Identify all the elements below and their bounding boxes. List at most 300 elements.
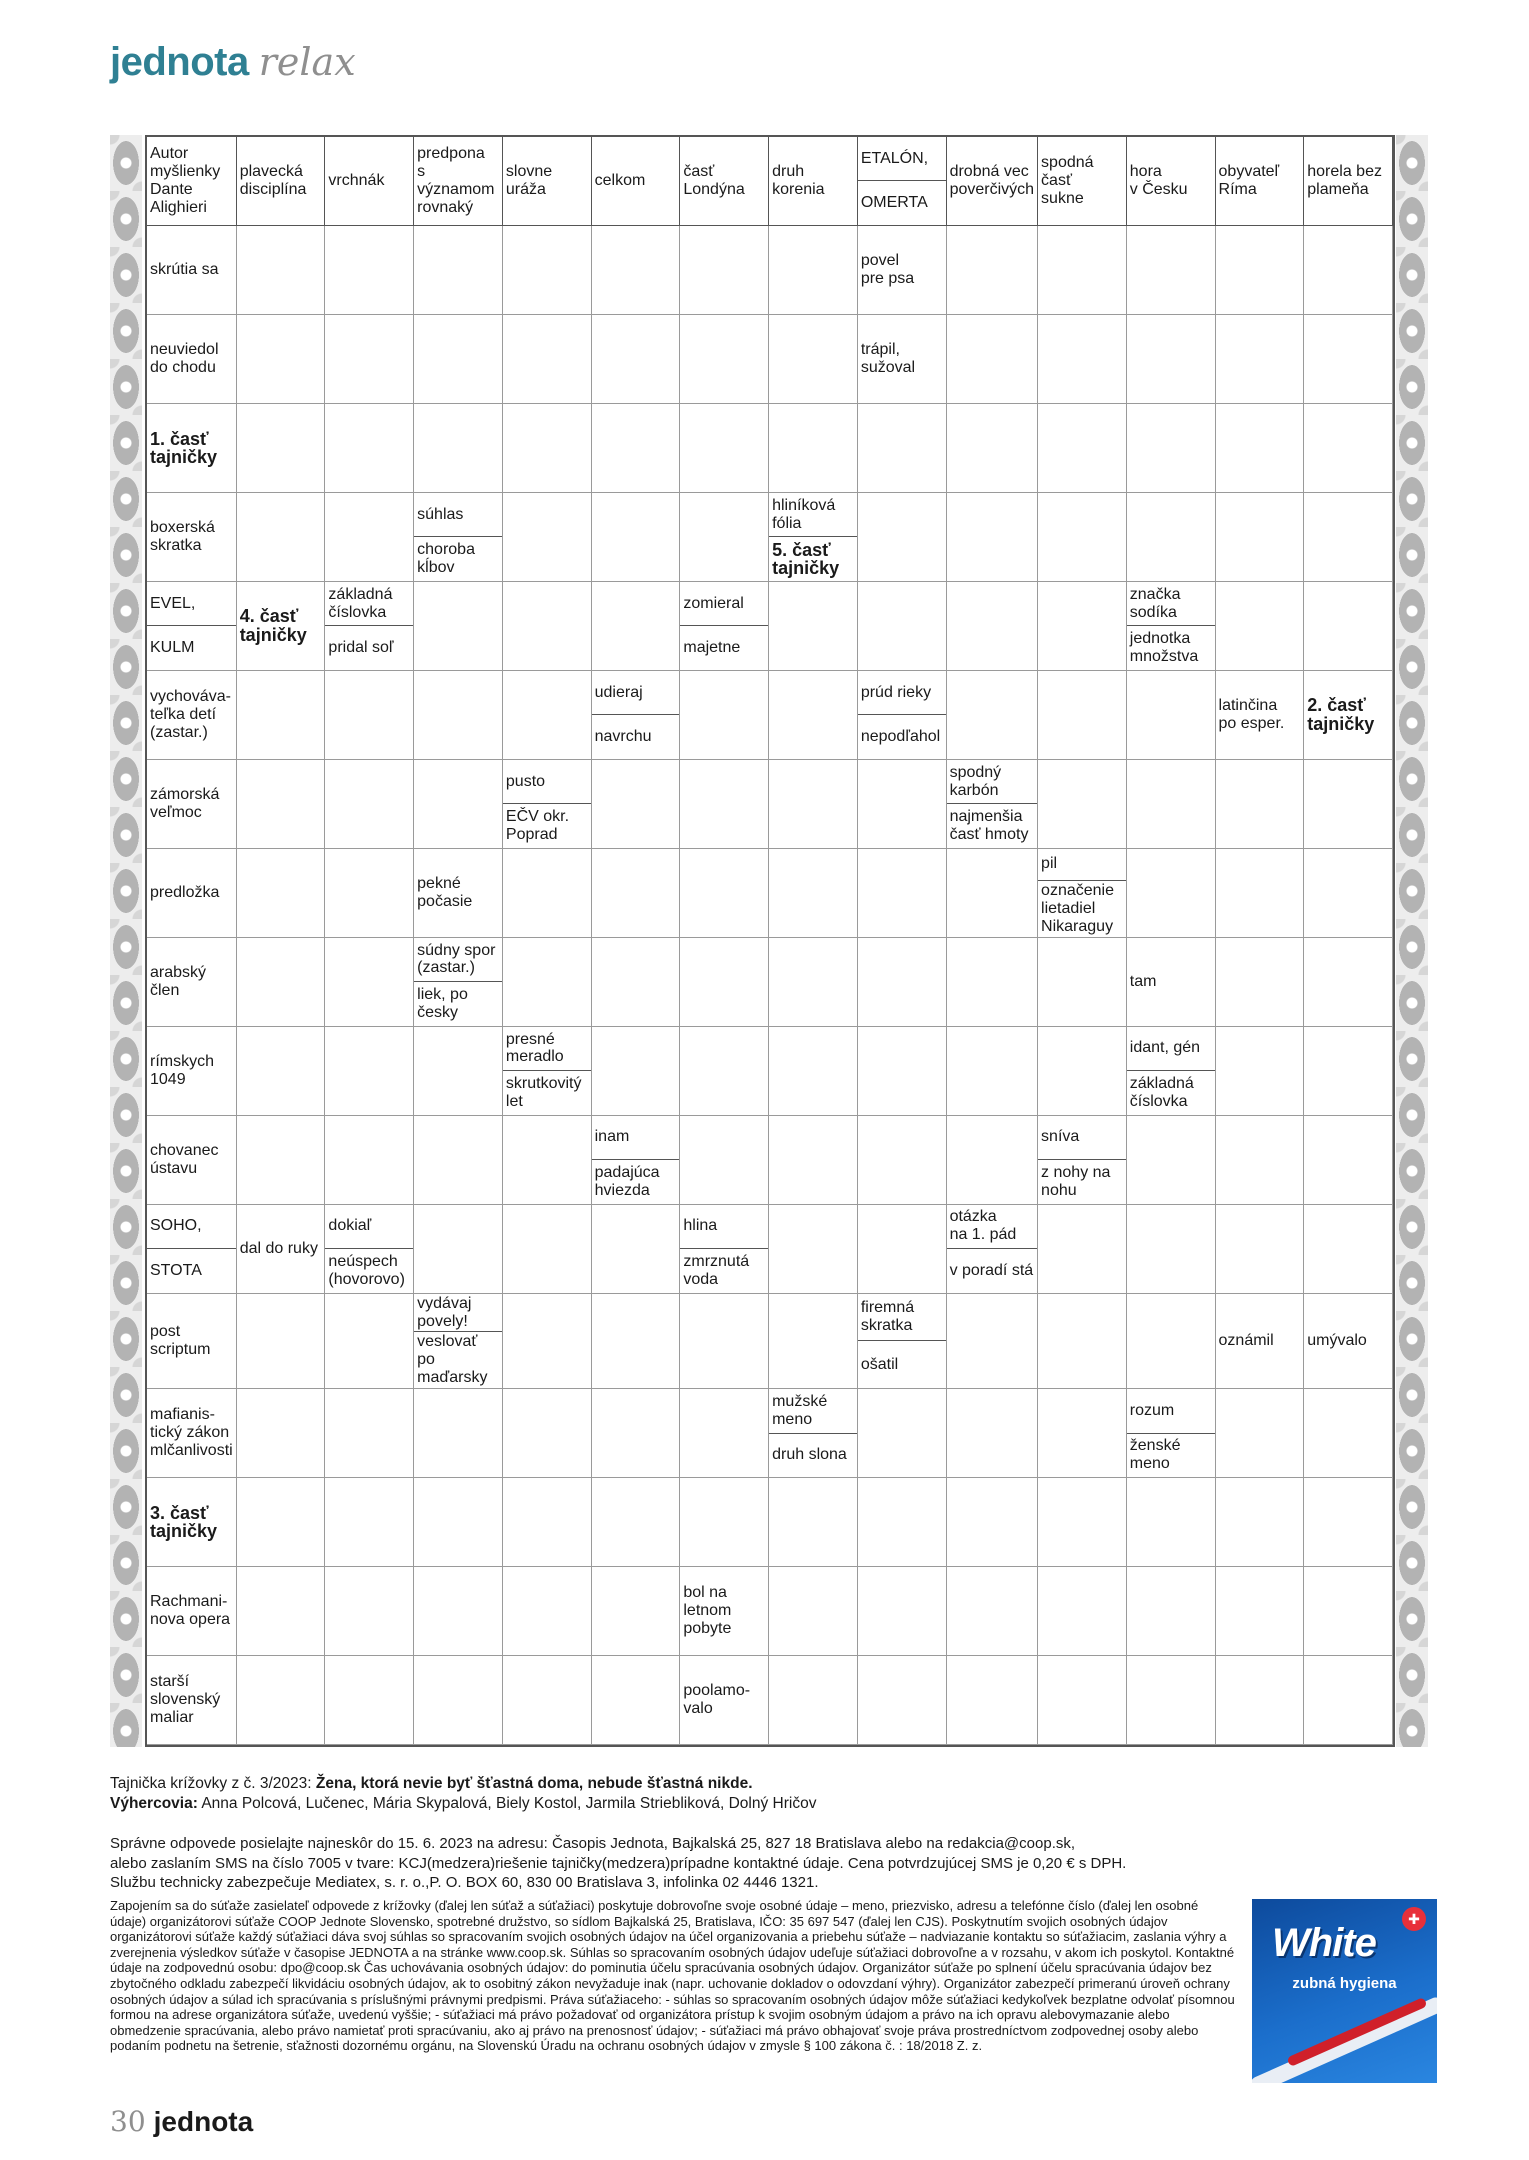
answer-cell[interactable] (592, 1478, 681, 1567)
clue-text: vrchnák (328, 172, 385, 190)
answer-cell[interactable] (325, 1294, 414, 1390)
clue-cell (237, 582, 326, 671)
answer-cell[interactable] (1216, 1567, 1305, 1656)
answer-cell[interactable] (1038, 315, 1127, 404)
answer-cell[interactable] (1304, 1656, 1393, 1745)
answer-cell[interactable] (1038, 671, 1127, 760)
answer-cell[interactable] (680, 849, 769, 938)
clue-cell (1127, 582, 1216, 671)
answer-cell[interactable] (592, 1656, 681, 1745)
clue-text: udieraj (594, 683, 643, 701)
clue-cell (414, 849, 503, 938)
clue-text: neuviedol do chodu (150, 341, 219, 376)
answer-cell[interactable] (237, 1027, 326, 1116)
answer-cell[interactable] (414, 226, 503, 315)
clue-cell (1216, 671, 1305, 760)
answer-cell[interactable] (325, 1478, 414, 1567)
answer-cell[interactable] (237, 760, 326, 849)
page-footer (110, 2105, 253, 2138)
clue-text: poolamo- valo (683, 1682, 751, 1718)
answer-cell[interactable] (947, 315, 1038, 404)
answer-cell[interactable] (769, 1205, 858, 1294)
clue-cell (858, 226, 947, 315)
clue-cell (147, 1478, 237, 1567)
clue-cell (1127, 1389, 1216, 1478)
answer-cell[interactable] (1127, 760, 1216, 849)
clue-cell (147, 404, 237, 493)
white-ad[interactable] (1252, 1899, 1437, 2083)
previous-solution (110, 1774, 1340, 1814)
answer-cell[interactable] (1127, 671, 1216, 760)
clue-text: Rachmani- nova opera (150, 1593, 231, 1629)
solution-answer: Žena, ktorá nevie byť šťastná doma, nebude šťastná nikde. (315, 1775, 753, 1792)
answer-cell[interactable] (414, 1656, 503, 1745)
answer-cell[interactable] (769, 315, 858, 404)
answer-cell[interactable] (947, 1567, 1038, 1656)
clue-text: 3. časť tajničky (150, 1502, 218, 1542)
answer-cell[interactable] (1304, 404, 1393, 493)
clue-text: EČV okr. Poprad (503, 803, 591, 847)
clue-text: STOTA (147, 1248, 236, 1292)
clue-cell (147, 671, 237, 760)
answer-cell[interactable] (414, 760, 503, 849)
clue-text: horela bez plameňa (1307, 163, 1382, 198)
answer-cell[interactable] (414, 1389, 503, 1478)
answer-cell[interactable] (592, 1205, 681, 1294)
answer-cell[interactable] (414, 1205, 503, 1294)
clue-text: mafianis- tický zákon mlčanlivosti (150, 1406, 233, 1460)
clue-text: EVEL, (150, 594, 196, 612)
answer-cell[interactable] (1216, 1116, 1305, 1205)
answer-cell[interactable] (414, 671, 503, 760)
answer-cell[interactable] (1038, 1567, 1127, 1656)
answer-cell[interactable] (858, 493, 947, 582)
clue-text: povel pre psa (860, 252, 915, 287)
answer-cell[interactable] (503, 849, 592, 938)
answer-cell[interactable] (1038, 1027, 1127, 1116)
answer-cell[interactable] (325, 1116, 414, 1205)
answer-cell[interactable] (1038, 1294, 1127, 1390)
clue-cell (592, 137, 681, 226)
clue-cell (769, 1389, 858, 1478)
clue-text: pusto (505, 772, 546, 790)
answer-cell[interactable] (858, 938, 947, 1027)
answer-cell[interactable] (237, 1656, 326, 1745)
footer-brand: jednota (153, 2106, 254, 2137)
answer-cell[interactable] (769, 404, 858, 493)
answer-cell[interactable] (325, 1656, 414, 1745)
answer-cell[interactable] (503, 938, 592, 1027)
answer-cell[interactable] (680, 1027, 769, 1116)
clue-cell (147, 137, 237, 226)
answer-cell[interactable] (769, 1478, 858, 1567)
answer-cell[interactable] (325, 1027, 414, 1116)
answer-cell[interactable] (592, 938, 681, 1027)
answer-cell[interactable] (1127, 226, 1216, 315)
clue-text: SOHO, (150, 1217, 202, 1235)
clue-text: inam (594, 1128, 630, 1146)
answer-cell[interactable] (947, 582, 1038, 671)
answer-cell[interactable] (237, 1389, 326, 1478)
answer-cell[interactable] (680, 315, 769, 404)
answer-cell[interactable] (503, 1205, 592, 1294)
answer-cell[interactable] (237, 849, 326, 938)
clue-text: značka sodíka (1129, 585, 1181, 621)
clue-cell (1038, 849, 1127, 938)
clue-cell (147, 1027, 237, 1116)
answer-cell[interactable] (858, 404, 947, 493)
clue-text: skrutkovitý let (503, 1070, 591, 1114)
answer-cell[interactable] (237, 404, 326, 493)
clue-text: rozum (1129, 1401, 1175, 1419)
answer-cell[interactable] (1304, 938, 1393, 1027)
answer-cell[interactable] (1304, 1205, 1393, 1294)
clue-cell (769, 493, 858, 582)
clue-text: 5. časť tajničky (769, 536, 857, 580)
clue-text: latinčina po esper. (1218, 696, 1285, 732)
answer-cell[interactable] (1127, 493, 1216, 582)
clue-text: arabský člen (150, 963, 207, 999)
rules-line: Správne odpovede posielajte najneskôr do 15. 6. 2023 na adresu: Časopis Jednota, Bajkalská 25, 827 18 Bratislava alebo na redakcia@coop.sk, (110, 1835, 1076, 1852)
answer-cell[interactable] (680, 493, 769, 582)
answer-cell[interactable] (680, 1478, 769, 1567)
clue-text: OMERTA (858, 180, 946, 224)
answer-cell[interactable] (1304, 582, 1393, 671)
answer-cell[interactable] (947, 493, 1038, 582)
answer-cell[interactable] (947, 671, 1038, 760)
answer-cell[interactable] (858, 582, 947, 671)
answer-cell[interactable] (325, 938, 414, 1027)
answer-cell[interactable] (1304, 226, 1393, 315)
answer-cell[interactable] (1038, 404, 1127, 493)
answer-cell[interactable] (237, 493, 326, 582)
answer-cell[interactable] (947, 226, 1038, 315)
answer-cell[interactable] (1216, 1656, 1305, 1745)
answer-cell[interactable] (1127, 1294, 1216, 1390)
answer-cell[interactable] (237, 671, 326, 760)
clue-cell (858, 671, 947, 760)
answer-cell[interactable] (592, 493, 681, 582)
answer-cell[interactable] (592, 1389, 681, 1478)
answer-cell[interactable] (1038, 493, 1127, 582)
answer-cell[interactable] (1127, 1116, 1216, 1205)
clue-text: pil (1041, 855, 1058, 873)
answer-cell[interactable] (1304, 315, 1393, 404)
answer-cell[interactable] (769, 938, 858, 1027)
answer-cell[interactable] (680, 760, 769, 849)
clue-text: KULM (147, 625, 236, 669)
answer-cell[interactable] (947, 1294, 1038, 1390)
answer-cell[interactable] (1127, 1567, 1216, 1656)
answer-cell[interactable] (1127, 404, 1216, 493)
clue-cell (503, 137, 592, 226)
answer-cell[interactable] (1216, 849, 1305, 938)
clue-cell (147, 849, 237, 938)
answer-cell[interactable] (592, 1294, 681, 1390)
answer-cell[interactable] (503, 1389, 592, 1478)
answer-cell[interactable] (503, 226, 592, 315)
clue-text: 2. časť tajničky (1307, 695, 1375, 734)
rules-line: alebo zaslaním SMS na číslo 7005 v tvare: KCJ(medzera)riešenie tajničky(medzera)prípadne kontaktné údaje. Cena potvrdzujúcej SMS je 0,20 € s DPH. (110, 1854, 1127, 1872)
answer-cell[interactable] (947, 938, 1038, 1027)
clue-text: dokiaľ (328, 1217, 372, 1235)
answer-cell[interactable] (325, 671, 414, 760)
answer-cell[interactable] (1038, 1205, 1127, 1294)
clue-text: bol na letnom pobyte (683, 1584, 732, 1637)
answer-cell[interactable] (503, 493, 592, 582)
ad-brand: White (1272, 1921, 1376, 1965)
answer-cell[interactable] (1216, 1027, 1305, 1116)
clue-text: hliníková fólia (772, 496, 836, 532)
answer-cell[interactable] (503, 404, 592, 493)
clue-cell (147, 1116, 237, 1205)
answer-cell[interactable] (1038, 582, 1127, 671)
clue-text: ETALÓN, (860, 149, 929, 167)
answer-cell[interactable] (769, 1027, 858, 1116)
answer-cell[interactable] (1038, 226, 1127, 315)
answer-cell[interactable] (1038, 1389, 1127, 1478)
answer-cell[interactable] (769, 760, 858, 849)
answer-cell[interactable] (1216, 315, 1305, 404)
answer-cell[interactable] (858, 1116, 947, 1205)
clue-text: zomieral (683, 594, 744, 612)
clue-cell (858, 137, 947, 226)
answer-cell[interactable] (1127, 1656, 1216, 1745)
answer-cell[interactable] (1304, 849, 1393, 938)
answer-cell[interactable] (1216, 582, 1305, 671)
clue-cell (503, 1027, 592, 1116)
answer-cell[interactable] (1304, 1478, 1393, 1567)
clue-cell (858, 315, 947, 404)
answer-cell[interactable] (769, 226, 858, 315)
clue-text: základná číslovka (1127, 1070, 1215, 1114)
answer-cell[interactable] (947, 404, 1038, 493)
answer-cell[interactable] (1304, 493, 1393, 582)
answer-cell[interactable] (325, 1567, 414, 1656)
answer-cell[interactable] (237, 1478, 326, 1567)
answer-cell[interactable] (858, 1205, 947, 1294)
clue-cell (1127, 1027, 1216, 1116)
answer-cell[interactable] (680, 671, 769, 760)
clue-text: pridal soľ (325, 625, 413, 669)
answer-cell[interactable] (503, 1478, 592, 1567)
clue-text: vydávaj povely! (417, 1294, 472, 1330)
answer-cell[interactable] (414, 404, 503, 493)
answer-cell[interactable] (769, 1656, 858, 1745)
answer-cell[interactable] (592, 315, 681, 404)
answer-cell[interactable] (1216, 938, 1305, 1027)
clue-text: spodná časť sukne (1041, 154, 1094, 207)
answer-cell[interactable] (592, 849, 681, 938)
clue-cell (147, 1294, 237, 1390)
answer-cell[interactable] (237, 315, 326, 404)
answer-cell[interactable] (680, 938, 769, 1027)
answer-cell[interactable] (237, 1116, 326, 1205)
clue-text: rímskych 1049 (150, 1052, 214, 1088)
clue-text: druh korenia (772, 163, 825, 198)
answer-cell[interactable] (1304, 1567, 1393, 1656)
clue-text: veslovať po maďarsky (414, 1331, 502, 1388)
answer-cell[interactable] (947, 849, 1038, 938)
answer-cell[interactable] (947, 1027, 1038, 1116)
clue-text: zmrznutá voda (680, 1248, 768, 1292)
clue-text: ženské meno (1127, 1433, 1215, 1477)
answer-cell[interactable] (592, 582, 681, 671)
answer-cell[interactable] (592, 404, 681, 493)
answer-cell[interactable] (1216, 760, 1305, 849)
answer-cell[interactable] (414, 582, 503, 671)
answer-cell[interactable] (858, 849, 947, 938)
answer-cell[interactable] (237, 1294, 326, 1390)
answer-cell[interactable] (325, 760, 414, 849)
clue-text: trápil, sužoval (860, 341, 916, 376)
clue-cell (947, 760, 1038, 849)
answer-cell[interactable] (769, 582, 858, 671)
clue-text: ošatil (858, 1340, 946, 1388)
masthead-brand: jednota (110, 40, 249, 84)
answer-cell[interactable] (503, 582, 592, 671)
answer-cell[interactable] (414, 1478, 503, 1567)
answer-cell[interactable] (1038, 938, 1127, 1027)
answer-cell[interactable] (325, 493, 414, 582)
clue-text: prúd rieky (860, 683, 932, 701)
answer-cell[interactable] (1216, 493, 1305, 582)
legal-notice: Zapojením sa do súťaže zasielateľ odpovede z krížovky (ďalej len súťaž a súťažiaci) poskytuje dobrovoľne svoje osobné údaje – meno, priezvisko, adresu a telefónne číslo (ďalej len osobné údaje) organizátorovi súťaže COOP Jednote Slovensko, spotrebné družstvo, so sídlom Bajkalská 25, Bratislava, IČO: 35 697 547 (ďalej len CJS). Poskytnutím svojich osobných údajov organizátorovi súťaže každý súťažiaci dáva svoj súhlas so spracovaním svojich osobných údajov na účel organizovania a priebehu súťaže – nadviazanie kontaktu so súťažiacim, zaslania výhry a zverejnenia výsledkov súťaže v časopise JEDNOTA a na stránke www.coop.sk. Súhlas so spracovaním osobných údajov udeľuje súťažiaci dobrovoľne a v rozsahu, v akom ich poskytol. Kontaktné údaje na zodpovednú osobu: dpo@coop.sk Čas uchovávania osobných údajov: do pominutia účelu spracúvania osobných údajov. Organizátor súťaže po splnení účelu spracúvania údajov bez zbytočného odkladu zabezpečí likvidáciu osobných údajov, ak to osobitný zákon nevyžaduje inak (napr. uchovanie dokladov o odovzdaní výhry). Organizátor zabezpečí primeranú úroveň ochrany osobných údajov a súlad ich spracúvania s príslušnými právnymi predpismi. Práva súťažiaceho: - súhlas so spracovaním osobných údajov môže súťažiaci kedykoľvek bezplatne odvolať písomnou formou na adrese organizátora súťaže, uvedenú vyššie; - súťažiaci má právo požadovať od organizátora prístup k svojim osobným údajom a právo na ich opravu alebovymazanie alebo obmedzenie spracúvania, alebo právo namietať proti spracúvaniu, ako aj právo na prenosnosť údajov; - súťažiaci má právo obhajovať svoje práva prostredníctvom zodpovednej osoby alebo podaním podnetu na šetrenie, sťažnosti dozornému orgánu, na Slovenskú Úradu na ochranu osobných údajov v zmysle § 100 zákona č. : 18/2018 Z. z. (110, 1898, 1235, 2054)
answer-cell[interactable] (769, 1294, 858, 1390)
clue-text: idant, gén (1129, 1039, 1201, 1057)
answer-cell[interactable] (680, 1116, 769, 1205)
answer-cell[interactable] (769, 671, 858, 760)
answer-cell[interactable] (325, 849, 414, 938)
page-number: 30 (110, 2105, 146, 2138)
answer-cell[interactable] (947, 1478, 1038, 1567)
answer-cell[interactable] (1304, 1027, 1393, 1116)
answer-cell[interactable] (592, 760, 681, 849)
clue-cell (1304, 1294, 1393, 1390)
answer-cell[interactable] (947, 1656, 1038, 1745)
answer-cell[interactable] (858, 1027, 947, 1116)
cross-logo-icon: ✚ (1402, 1907, 1426, 1931)
answer-cell[interactable] (1304, 1389, 1393, 1478)
answer-cell[interactable] (1304, 760, 1393, 849)
answer-cell[interactable] (237, 938, 326, 1027)
clue-cell (1127, 137, 1216, 226)
answer-cell[interactable] (1304, 1116, 1393, 1205)
clue-cell (414, 493, 503, 582)
clue-cell (858, 1294, 947, 1390)
answer-cell[interactable] (858, 760, 947, 849)
clue-text: spodný karbón (949, 763, 1002, 799)
answer-cell[interactable] (503, 1656, 592, 1745)
clue-text: presné meradlo (505, 1030, 564, 1066)
answer-cell[interactable] (592, 1567, 681, 1656)
clue-cell (237, 1205, 326, 1294)
answer-cell[interactable] (680, 1294, 769, 1390)
winners-label: Výhercovia: (110, 1795, 198, 1813)
answer-cell[interactable] (325, 404, 414, 493)
clue-text: plavecká disciplína (239, 163, 307, 198)
answer-cell[interactable] (947, 1116, 1038, 1205)
answer-cell[interactable] (325, 315, 414, 404)
answer-cell[interactable] (414, 1027, 503, 1116)
answer-cell[interactable] (1216, 1478, 1305, 1567)
clue-cell (1038, 1116, 1127, 1205)
answer-cell[interactable] (503, 671, 592, 760)
answer-cell[interactable] (1216, 226, 1305, 315)
winners-list: Anna Polcová, Lučenec, Mária Skypalová, Biely Kostol, Jarmila Striebliková, Dolný Hričov (197, 1795, 817, 1813)
answer-cell[interactable] (325, 1389, 414, 1478)
answer-cell[interactable] (592, 1027, 681, 1116)
answer-cell[interactable] (1038, 760, 1127, 849)
answer-cell[interactable] (769, 1116, 858, 1205)
answer-cell[interactable] (1216, 404, 1305, 493)
answer-cell[interactable] (325, 226, 414, 315)
answer-cell[interactable] (769, 849, 858, 938)
clue-text: Autor myšlienky Dante Alighieri (150, 145, 221, 216)
answer-cell[interactable] (237, 226, 326, 315)
answer-cell[interactable] (503, 1294, 592, 1390)
clue-cell (680, 582, 769, 671)
answer-cell[interactable] (237, 1567, 326, 1656)
clue-text: jednotka množstva (1127, 625, 1215, 669)
answer-cell[interactable] (680, 226, 769, 315)
answer-cell[interactable] (1216, 1205, 1305, 1294)
clue-text: vychováva- teľka detí (zastar.) (150, 687, 231, 741)
answer-cell[interactable] (414, 1567, 503, 1656)
answer-cell[interactable] (858, 1478, 947, 1567)
crossword-grid (145, 135, 1395, 1747)
answer-cell[interactable] (1127, 1478, 1216, 1567)
answer-cell[interactable] (414, 1116, 503, 1205)
answer-cell[interactable] (1127, 849, 1216, 938)
answer-cell[interactable] (1038, 1478, 1127, 1567)
answer-cell[interactable] (769, 1567, 858, 1656)
clue-text: predložka (150, 883, 220, 901)
answer-cell[interactable] (858, 1656, 947, 1745)
answer-cell[interactable] (858, 1567, 947, 1656)
clue-text: dal do ruky (239, 1239, 318, 1257)
answer-cell[interactable] (503, 1116, 592, 1205)
clue-cell (769, 137, 858, 226)
clue-cell (414, 137, 503, 226)
answer-cell[interactable] (503, 1567, 592, 1656)
answer-cell[interactable] (680, 1389, 769, 1478)
clue-text: choroba kĺbov (414, 536, 502, 580)
answer-cell[interactable] (947, 1389, 1038, 1478)
clue-cell (414, 1294, 503, 1390)
clue-cell (147, 1205, 237, 1294)
answer-cell[interactable] (503, 315, 592, 404)
answer-cell[interactable] (1216, 1389, 1305, 1478)
clue-cell (237, 137, 326, 226)
clue-text: pekné počasie (417, 874, 473, 910)
answer-cell[interactable] (1127, 1205, 1216, 1294)
answer-cell[interactable] (680, 404, 769, 493)
answer-cell[interactable] (1038, 1656, 1127, 1745)
clue-cell (147, 760, 237, 849)
clue-cell (1216, 137, 1305, 226)
toothbrush-handle-image (1286, 1997, 1427, 2067)
clue-cell (1304, 671, 1393, 760)
answer-cell[interactable] (1127, 315, 1216, 404)
answer-cell[interactable] (858, 1389, 947, 1478)
clue-cell (147, 493, 237, 582)
clue-cell (147, 1656, 237, 1745)
answer-cell[interactable] (414, 315, 503, 404)
clue-text: časť Londýna (683, 163, 745, 198)
answer-cell[interactable] (592, 226, 681, 315)
clue-text: označenie lietadiel Nikaraguy (1038, 880, 1126, 937)
